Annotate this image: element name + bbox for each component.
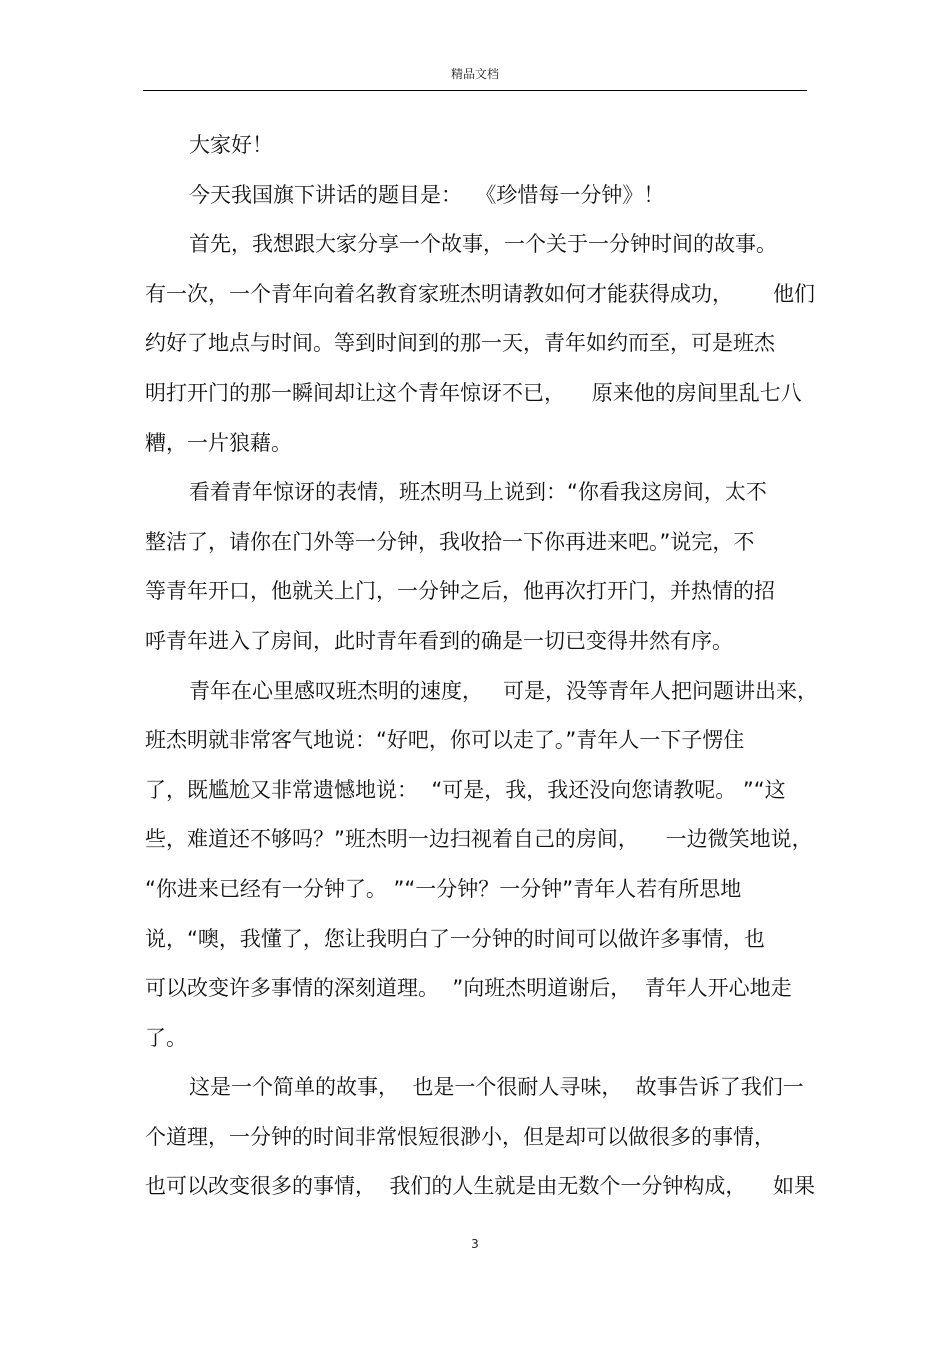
text-line: 糟，一片狼藉。 (145, 430, 292, 455)
text-line: 明打开门的那一瞬间却让这个青年惊讶不已， 原来他的房间里乱七八 (145, 380, 802, 405)
text-line: 大家好！ (189, 133, 273, 157)
text-line: 整洁了，请你在门外等一分钟，我收拾一下你再进来吧。”说完，不 (145, 529, 755, 554)
page-header: 精品文档 (450, 67, 499, 81)
text-line: 今天我国旗下讲话的题目是： 《珍惜每一分钟》！ (189, 182, 665, 207)
text-line: 这是一个简单的故事， 也是一个很耐人寻味， 故事告诉了我们一 (189, 1075, 804, 1100)
text-line: 等青年开口，他就关上门，一分钟之后，他再次打开门，并热情的招 (145, 579, 775, 604)
text-line: 呼青年进入了房间，此时青年看到的确是一切已变得井然有序。 (145, 628, 733, 653)
text-line: 约好了地点与时间。等到时间到的那一天，青年如约而至，可是班杰 (145, 331, 775, 356)
header-rule (143, 90, 807, 91)
text-line: 些，难道还不够吗？”班杰明一边扫视着自己的房间， 一边微笑地说， (145, 827, 813, 852)
text-line: 看着青年惊讶的表情，班杰明马上说到：“你看我这房间，太不 (189, 480, 767, 505)
text-line: 首先，我想跟大家分享一个故事，一个关于一分钟时间的故事。 (189, 232, 777, 257)
text-line: 班杰明就非常客气地说：“好吧，你可以走了。”青年人一下子愣住 (145, 728, 745, 753)
text-line: “你进来已经有一分钟了。 ”“一分钟？一分钟”青年人若有所思地 (145, 876, 742, 901)
text-line: 说，“噢，我懂了，您让我明白了一分钟的时间可以做许多事情，也 (145, 926, 765, 951)
text-line: 青年在心里感叹班杰明的速度， 可是，没等青年人把问题讲出来， (189, 678, 819, 703)
text-line: 有一次，一个青年向着名教育家班杰明请教如何才能获得成功， 他们 (145, 281, 816, 306)
speech-body (145, 121, 819, 1212)
text-line: 可以改变许多事情的深刻道理。 ”向班杰明道谢后， 青年人开心地走 (145, 976, 792, 1001)
page-number: 3 (471, 1237, 479, 1251)
text-line: 了，既尴尬又非常遗憾地说： “可是，我，我还没向您请教呢。 ”“这 (145, 777, 786, 802)
text-line: 也可以改变很多的事情， 我们的人生就是由无数个一分钟构成， 如果 (145, 1174, 816, 1199)
text-line: 个道理，一分钟的时间非常恨短很渺小，但是却可以做很多的事情， (145, 1124, 775, 1149)
text-line: 了。 (145, 1025, 187, 1050)
